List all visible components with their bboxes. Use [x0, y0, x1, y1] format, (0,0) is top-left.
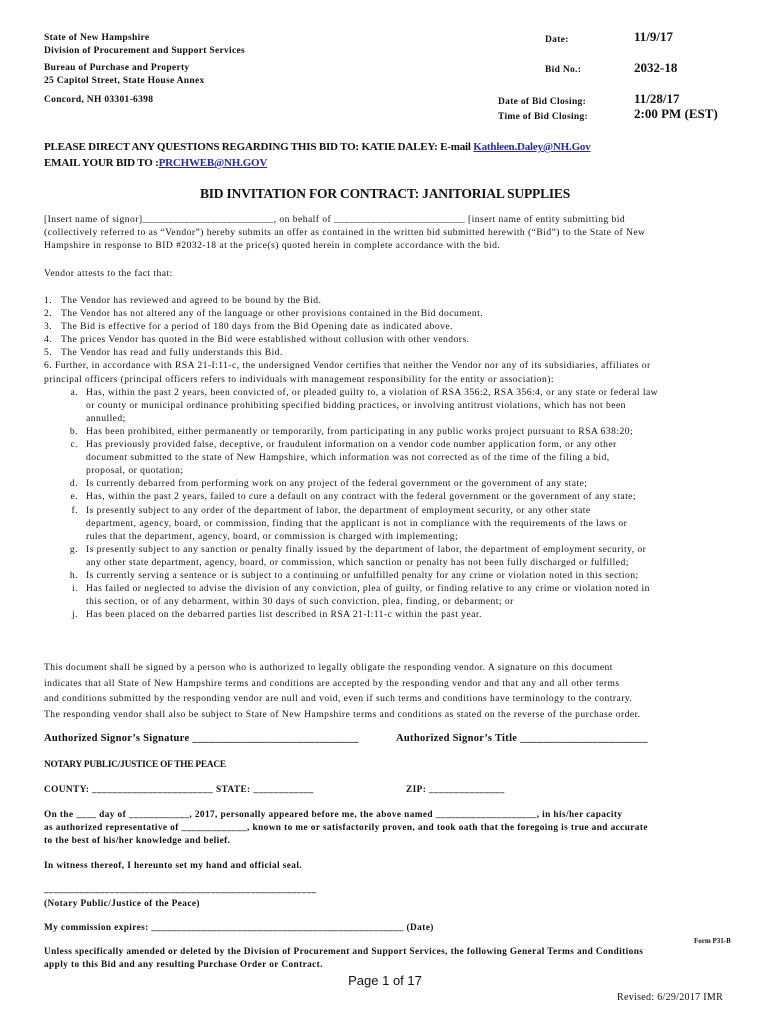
- bid-no-value: 2032-18: [634, 60, 678, 75]
- org-city: Concord, NH 03301-6398: [44, 95, 154, 105]
- date-value: 11/9/17: [634, 29, 674, 44]
- submit-email-link[interactable]: PRCHWEB@NH.GOV: [158, 157, 268, 169]
- attests-heading: Vendor attests to the fact that:: [44, 268, 173, 279]
- list-item-6: 6. Further, in accordance with RSA 21-I:11-c, the undersigned Vendor certifies that neither the Vendor nor any of its subsidiaries, affiliates or: [44, 360, 651, 372]
- sub-item: i. Has failed or neglected to advise the division of any conviction, plea of guilty, or finding relative to any crime or violation noted in this section, or of any debarment, within 30 days of such conviction, plea, finding, or debarment; or: [72, 583, 650, 608]
- list-item: 5. The Vendor has read and fully understands this Bid.: [44, 347, 283, 359]
- list-item: 2. The Vendor has not altered any of the language or other provisions contained in the Bid document.: [44, 308, 484, 320]
- notary-heading: NOTARY PUBLIC/JUSTICE OF THE PEACE: [44, 760, 226, 770]
- contact-line: [44, 141, 591, 153]
- date-label: Date:: [545, 35, 569, 45]
- note-line: apply to this Bid and any resulting Purchase Order or Contract.: [44, 960, 323, 970]
- closing-date-label: Date of Bid Closing:: [498, 97, 587, 107]
- form-number: Form P31-B: [694, 937, 731, 945]
- list-item: 3. The Bid is effective for a period of 180 days from the Bid Opening date as indicated above.: [44, 321, 453, 333]
- oath-line: as authorized representative of _____________, known to me or satisfactorily proven, and took oath that the foregoing is true and accurate: [44, 823, 648, 833]
- intro-line: (collectively referred to as “Vendor”) hereby submits an offer as contained in the written bid submitted herewith (“Bid”) to the State of New: [44, 227, 646, 239]
- oath-line: On the ____ day of ____________, 2017, personally appeared before me, the above named ____________________, in his/her capacity: [44, 810, 623, 820]
- sub-item: e. Has, within the past 2 years, failed to cure a default on any contract with the federal government or the government of any state;: [70, 491, 637, 503]
- org-line: Bureau of Purchase and Property: [44, 63, 190, 73]
- list-item: 1. The Vendor has reviewed and agreed to be bound by the Bid.: [44, 295, 322, 306]
- note-line: Unless specifically amended or deleted by the Division of Procurement and Support Services, the following General Terms and Conditions: [44, 947, 644, 957]
- closing-line: and conditions submitted by the responding vendor are null and void, even if such terms and conditions have terminology to the contrary.: [44, 693, 633, 704]
- sub-item: b. Has been prohibited, either permanently or temporarily, from participating in any public works project pursuant to RSA 638:20;: [69, 425, 634, 437]
- intro-line: [Insert name of signor]_________________________, on behalf of _________________________ [insert name of entity submitting bid: [44, 214, 626, 225]
- sub-item: a. Has, within the past 2 years, been convicted of, or pleaded guilty to, a violation of RSA 356:2, RSA 356:4, or any state or federal law or county or municipal ordinance prohibiting specified bidding practices, or involving antitrust violations, which has not been annulled;: [70, 386, 659, 424]
- commission-expires-field[interactable]: My commission expires: __________________________________________________ (Date): [44, 923, 434, 933]
- closing-date-value: 11/28/17: [634, 91, 680, 106]
- notary-caption: (Notary Public/Justice of the Peace): [44, 899, 200, 909]
- sub-item: g. Is presently subject to any sanction or penalty finally issued by the department of labor, the department of employment security, or any other state department, agency, board, or commission, which sanction or penalty has not been fully discharged or fulfilled;: [69, 543, 647, 568]
- notary-signature-line[interactable]: ______________________________________________________: [44, 885, 317, 895]
- page-number: Page 1 of 17: [348, 973, 422, 988]
- attest-list: [44, 294, 744, 621]
- submit-text: EMAIL YOUR BID TO :: [44, 157, 159, 169]
- sub-item: c. Has previously provided false, deceptive, or fraudulent information on a vendor code number application form, or any other document submitted to the state of New Hampshire, which information was not corrected as of the time of the filing a bid, proposal, or quotation;: [70, 439, 617, 477]
- document-title: BID INVITATION FOR CONTRACT: JANITORIAL SUPPLIES: [199, 186, 571, 201]
- bid-no-label: Bid No.:: [545, 65, 582, 75]
- sub-item: j. Has been placed on the debarred parties list described in RSA 21-I:11-c within the past year.: [72, 609, 482, 621]
- list-item-6-cont: principal officers (principal officers refers to individuals with management responsibility for the entity or association):: [44, 373, 555, 385]
- intro-line: Hampshire in response to BID #2032-18 at the price(s) quoted herein in complete accordance with the bid.: [44, 240, 501, 252]
- closing-line: The responding vendor shall also be subject to State of New Hampshire terms and conditions as stated on the reverse of the purchase order.: [44, 708, 641, 720]
- list-item: 4. The prices Vendor has quoted in the Bid were established without collusion with other vendors.: [44, 334, 470, 346]
- contact-email-link[interactable]: Kathleen.Daley@NH.Gov: [473, 141, 591, 153]
- sub-item: h. Is currently serving a sentence or is subject to a continuing or unfulfilled penalty for any crime or violation noted in this section;: [69, 569, 639, 581]
- contact-text: PLEASE DIRECT ANY QUESTIONS REGARDING THIS BID TO: KATIE DALEY: E-mail: [44, 141, 474, 153]
- oath-line: to the best of his/her knowledge and belief.: [44, 836, 231, 846]
- org-line: 25 Capitol Street, State House Annex: [44, 76, 205, 86]
- oath-paragraph: [44, 809, 744, 848]
- bureau-header: [44, 62, 205, 88]
- revision-date: Revised: 6/29/2017 IMR: [617, 992, 724, 1003]
- closing-line: indicates that all State of New Hampshire terms and conditions are accepted by the responding vendor and that any and all other terms: [44, 677, 620, 689]
- witness-statement: In witness thereof, I hereunto set my hand and official seal.: [44, 861, 303, 871]
- sub-item: d. Is currently debarred from performing work on any project of the federal government or the government of any state;: [69, 478, 588, 490]
- submit-line: [44, 157, 267, 169]
- county-state-field[interactable]: COUNTY: ________________________ STATE: ____________: [44, 785, 314, 795]
- org-line: State of New Hampshire: [44, 33, 150, 43]
- closing-line: This document shall be signed by a person who is authorized to legally obligate the responding vendor. A signature on this document: [44, 662, 613, 673]
- agency-header: [44, 32, 245, 58]
- signor-title-field[interactable]: Authorized Signor’s Title _______________________: [396, 733, 648, 744]
- org-line: Division of Procurement and Support Services: [44, 46, 246, 56]
- closing-time-label: Time of Bid Closing:: [498, 112, 589, 122]
- sub-item: f. Is presently subject to any order of the department of labor, the department of employment security, or any other state department, agency, board, or commission, finding that the applicant is not in compliance with the requirements of the laws or rules that the department, agency, board, or commission is charged with implementing;: [71, 504, 628, 542]
- closing-paragraph: [44, 660, 744, 722]
- general-terms-note: [44, 946, 744, 972]
- closing-time-value: 2:00 PM (EST): [634, 106, 718, 121]
- zip-field[interactable]: ZIP: _______________: [406, 785, 505, 795]
- intro-paragraph: [44, 213, 734, 252]
- signature-field[interactable]: Authorized Signor’s Signature ______________________________: [44, 733, 359, 744]
